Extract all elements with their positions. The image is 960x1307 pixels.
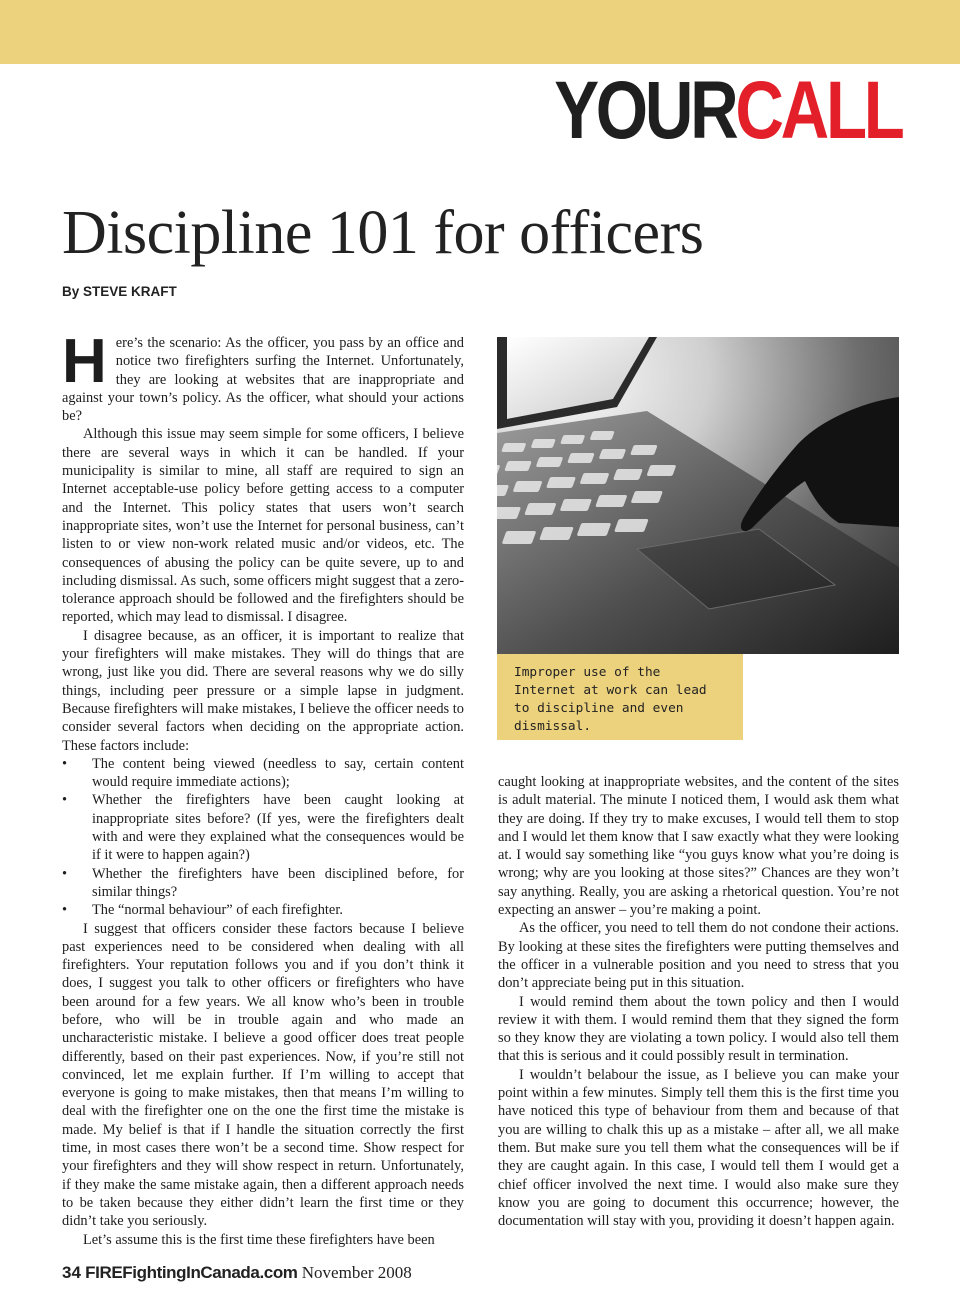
publication-site: FIREFightingInCanada.com [85, 1263, 298, 1282]
list-item-text: The content being viewed (needless to say, certain content would require immediate actions); [92, 755, 464, 791]
body-paragraph: I would remind them about the town policy and then I would review it with them. I would remind them that they signed the form so they know they are violating a town policy. I would also tell them that this is serious and it could possibly result in termination. [498, 993, 899, 1065]
byline: By STEVE KRAFT [62, 284, 177, 299]
list-item [62, 865, 464, 902]
article-left-column [62, 327, 464, 1249]
section-logo [554, 65, 902, 156]
list-item-text: Whether the firefighters have been disciplined before, for similar things? [92, 865, 464, 900]
section-logo-your: YOUR [554, 65, 736, 156]
body-paragraph: As the officer, you need to tell them do not condone their actions. By looking at these sites the firefighters were putting themselves and the officer in a vulnerable position and you need to stress that you don’t appreciate being put in this situation. [498, 920, 899, 992]
factors-list [62, 755, 464, 920]
top-color-band [0, 0, 960, 64]
list-item [62, 901, 464, 919]
body-paragraph: Let’s assume this is the first time these firefighters have been [83, 1231, 435, 1248]
page-footer [62, 1263, 412, 1283]
photo-caption: Improper use of the Internet at work can lead to discipline and even dismissal. [497, 654, 743, 740]
body-paragraph: caught looking at inappropriate websites, and the content of the sites is adult material. The minute I noticed them, I would ask them what they are doing. If they try to make excuses, I would tell them to stop and I would let them know that I saw exactly what they were looking at. I would say something like “you guys know what you’re doing is wrong; why are you looking at those sites?” Chances are they won’t say anything. Really, you are asking a rhetorical question. You’re not expecting an answer – you’re making a point. [498, 774, 899, 919]
article-right-column [498, 773, 899, 1230]
bullet-symbol: • [62, 792, 68, 809]
bullet-symbol: • [62, 755, 68, 772]
page-number: 34 [62, 1263, 81, 1282]
body-paragraph: I wouldn’t belabour the issue, as I believe you can make your point within a few minutes. Simply tell them this is the first time you have noticed this type of behaviour from them and because of that you are willing to chalk this up as a mistake – after all, we all make them. But make sure you tell them what the consequences will be if they are caught again. In this case, I would tell them I would get a chief officer involved the next time. I would also make sure they know you are going to document this occurrence; however, the documentation will stay with you, providing it doesn’t happen again. [498, 1066, 899, 1230]
article-title: Discipline 101 for officers [62, 199, 704, 267]
laptop-photo [497, 337, 899, 654]
body-paragraph: I suggest that officers consider these factors because I believe past experiences need to be considered when dealing with all firefighters. Your reputation follows you and if you don’t think it does, I suggest you talk to other officers or firefighters who have been around for a few years. We all know who’s been in trouble before, who will be in trouble again and who made an uncharacteristic mistake. I believe a good officer does treat people differently, based on their past experiences. Now, if you’re still not convinced, let me explain further. If I’m willing to accept that everyone is going to make mistakes, then that means I’m willing to deal with the firefighter one on the one the first time the mistake is made. My belief is that if I handle the situation correctly the first time, in most cases there won’t be a second time. Show respect for your firefighters and they will show respect in return. Unfortunately, if they make the same mistake again, then a different approach needs to be taken because they either didn’t learn the first time or they didn’t take you seriously. [62, 920, 464, 1230]
list-item-text: The “normal behaviour” of each firefighter. [92, 902, 343, 919]
list-item-text: Whether the firefighters have been caught looking at inappropriate sites before? (If yes, were the firefighters dealt with and were they explained what the consequences would be if it were to happen again?) [92, 792, 464, 864]
intro-paragraph [62, 327, 464, 425]
bullet-symbol: • [62, 865, 68, 882]
body-paragraph: Although this issue may seem simple for some officers, I believe there are several ways in which it can be handled. If your municipality is similar to mine, all staff are required to sign an Internet acceptable-use policy before getting access to a computer and the Internet. This policy states that users won’t search inappropriate sites, won’t use the Internet for personal business, can’t listen to or view non-work related music and/or videos, etc. The consequences of abusing the policy can be quite severe, up to and including dismissal. As such, some officers might suggest that a zero-tolerance approach should be followed and the firefighters should be reported, which may lead to dismissal. I disagree. [62, 426, 464, 626]
list-item [62, 755, 464, 792]
body-paragraph: I disagree because, as an officer, it is important to realize that your firefighters will make mistakes. They will do things that are wrong, just like you did. There are several reasons why we do silly things, including peer pressure or a simple lapse in judgment. Because firefighters will make mistakes, I believe the officer needs to consider several factors when deciding on the appropriate action. These factors include: [62, 627, 464, 754]
intro-text: ere’s the scenario: As the officer, you pass by an office and notice two firefighters surfing the Internet. Unfortunately, they are looking at websites that are inappropriate and against your town’s policy. As the officer, what should your actions be? [62, 335, 464, 425]
section-logo-call: CALL [735, 65, 902, 156]
drop-cap: H [62, 327, 107, 396]
bullet-symbol: • [62, 902, 68, 919]
list-item [62, 791, 464, 864]
issue-date: November 2008 [301, 1263, 412, 1282]
